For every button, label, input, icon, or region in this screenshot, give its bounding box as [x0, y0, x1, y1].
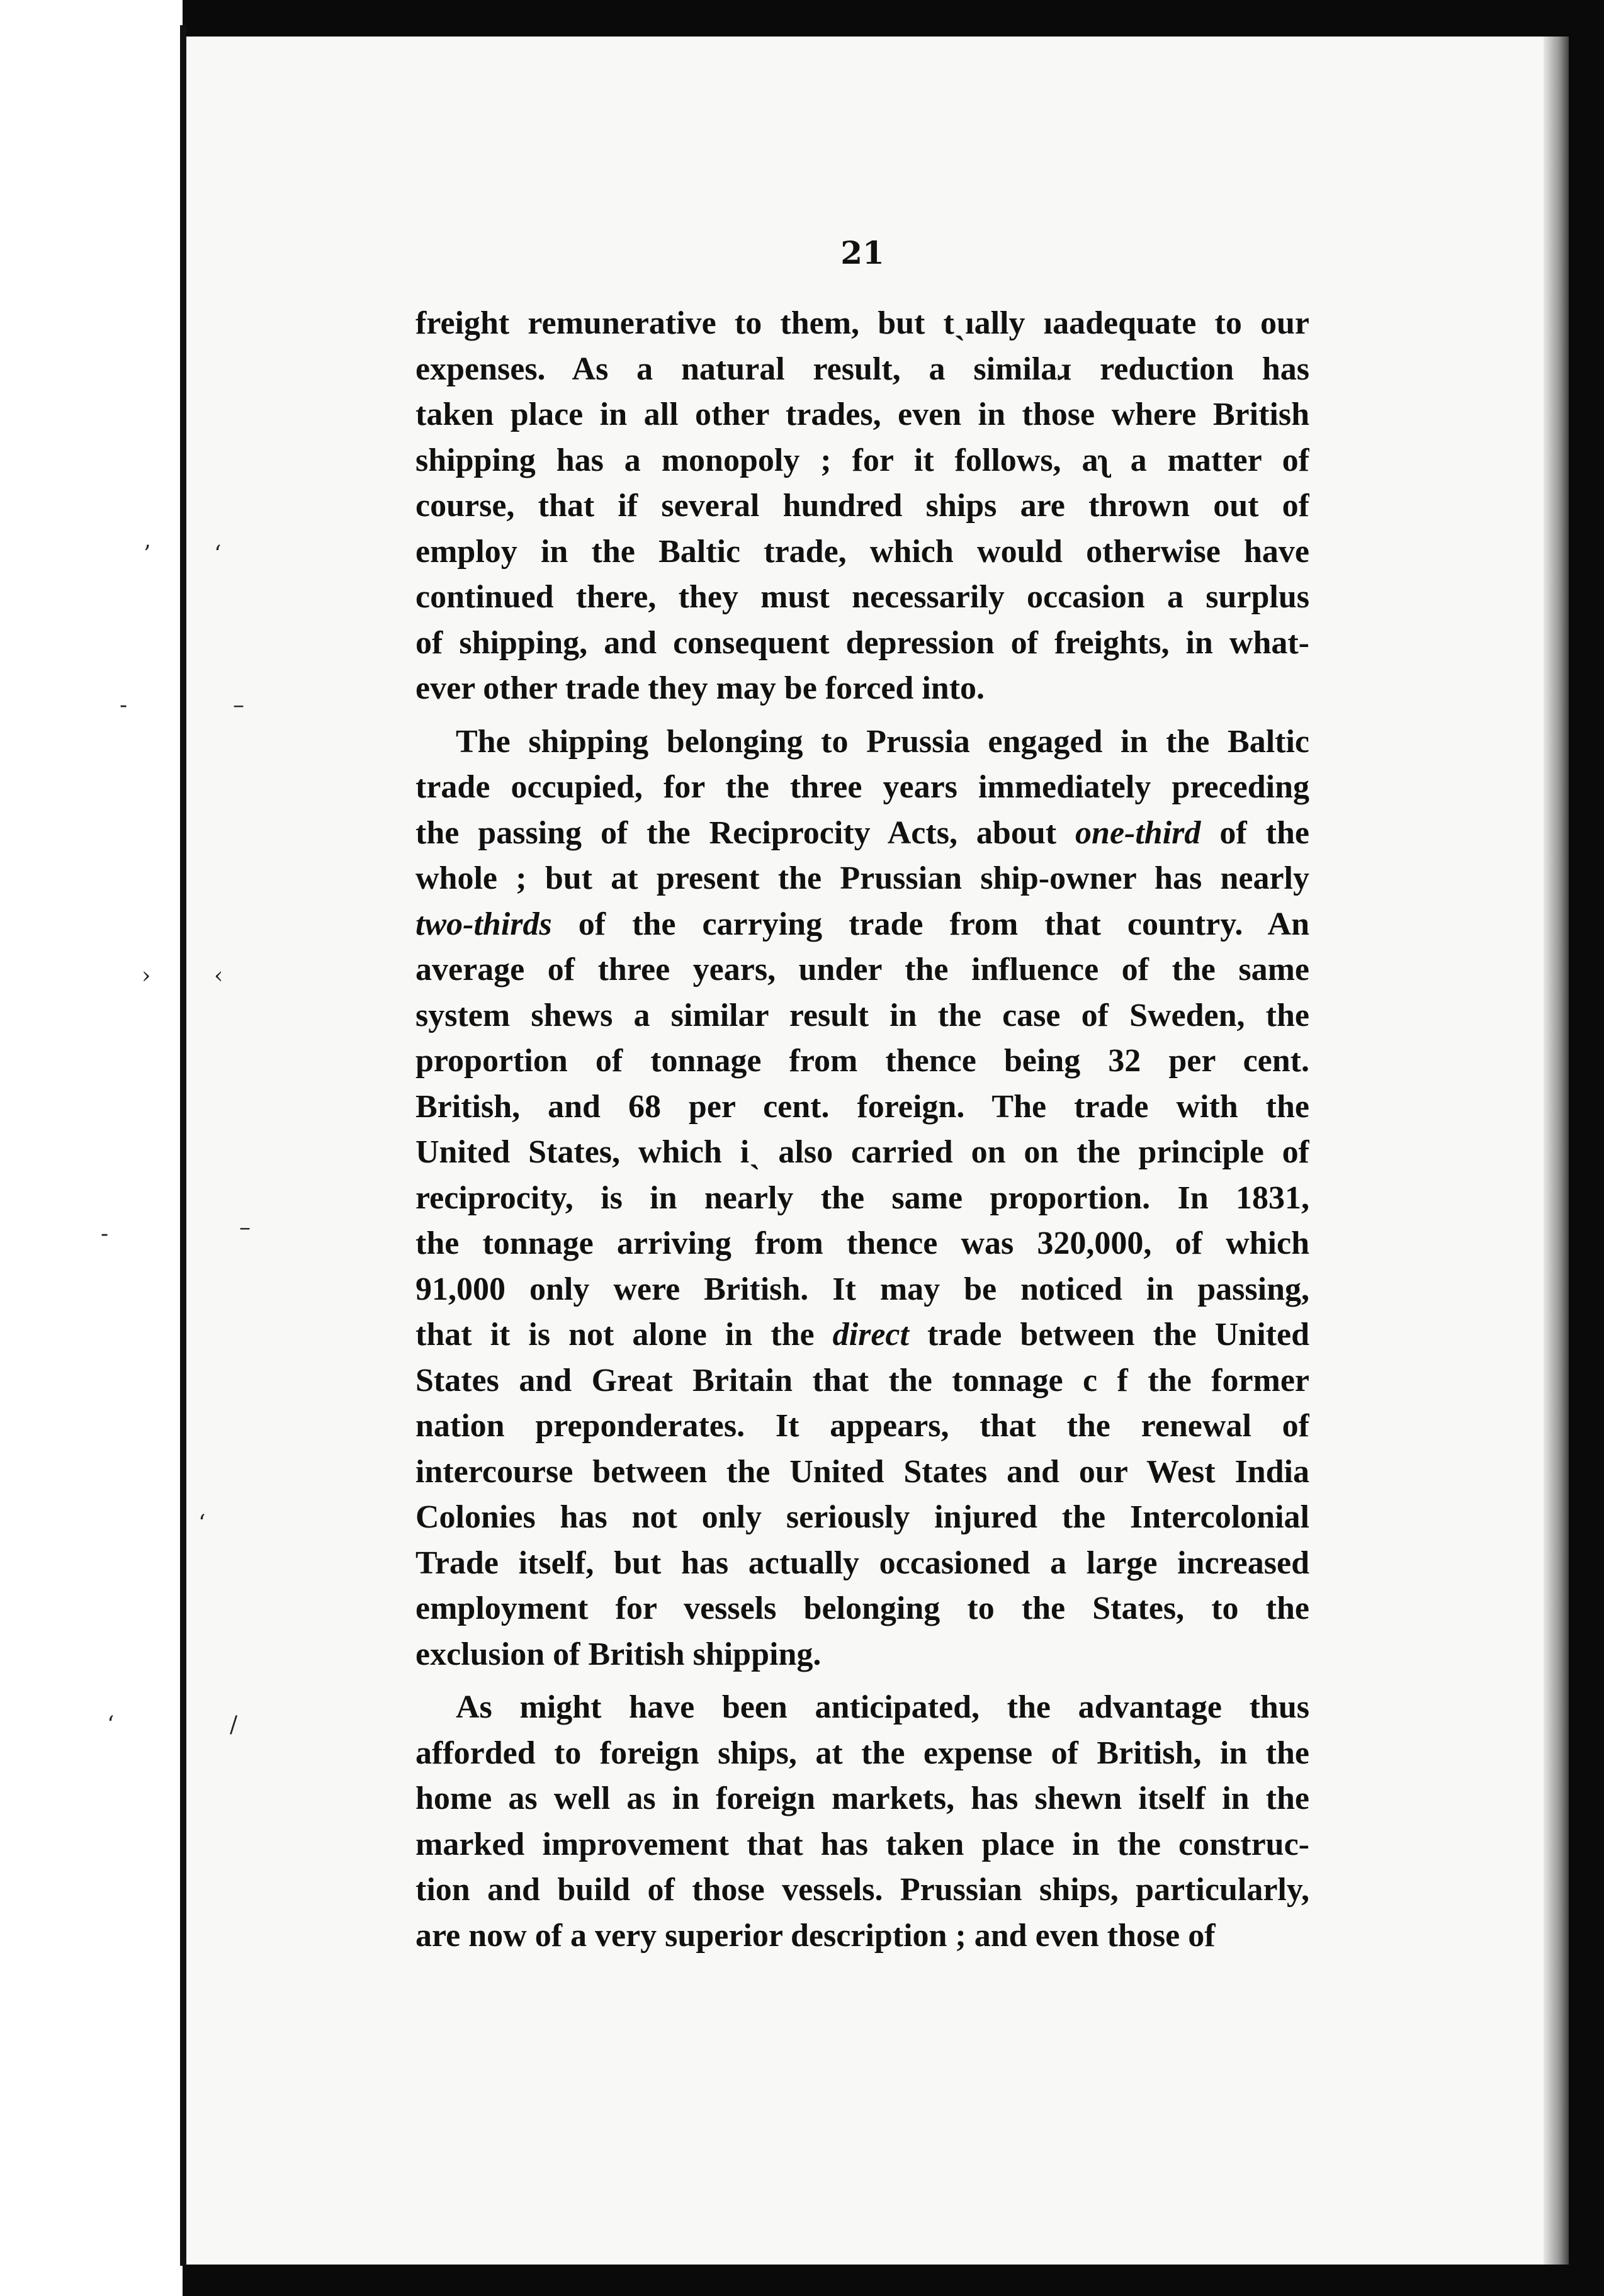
- text-segment: Colonies has not only seriously injured the Intercolonial: [415, 1499, 1309, 1535]
- text-segment: nation preponderates. It appears, that the renewal of: [415, 1408, 1309, 1444]
- text-segment: that it is not alone in the: [415, 1317, 833, 1353]
- page-number: 21: [840, 234, 884, 271]
- text-segment: system shews a similar result in the case of Sweden, the: [415, 997, 1309, 1033]
- text-line: [415, 1084, 1309, 1130]
- text-line: [415, 1312, 1309, 1358]
- margin-mark: -: [120, 692, 128, 718]
- text-line: [415, 1731, 1309, 1777]
- margin-mark: ‘: [107, 1712, 115, 1738]
- text-segment: ever other trade they may be forced into.: [415, 670, 985, 706]
- text-segment: taken place in all other trades, even in those where British: [415, 397, 1309, 432]
- text-line: [415, 1176, 1309, 1222]
- text-line: [415, 902, 1309, 948]
- page-edge-shadow: [1544, 37, 1569, 2265]
- text-line: [415, 1867, 1309, 1913]
- text-segment: trade occupied, for the three years immediately preceding: [415, 769, 1309, 805]
- text-line: [415, 1685, 1309, 1731]
- text-line: [415, 1776, 1309, 1822]
- text-line: [415, 1541, 1309, 1587]
- text-segment: marked improvement that has taken place in the construc-: [415, 1826, 1309, 1862]
- text-line: [415, 529, 1309, 575]
- text-line: [415, 301, 1309, 347]
- text-line: [415, 1822, 1309, 1868]
- text-segment: average of three years, under the influence of the same: [415, 952, 1309, 988]
- margin-mark: –: [239, 1215, 251, 1241]
- italic-text: direct: [832, 1317, 909, 1353]
- italic-text: one-third: [1075, 814, 1201, 851]
- text-segment: proportion of tonnage from thence being 32 per cent.: [415, 1043, 1309, 1079]
- text-segment: of shipping, and consequent depression of freights, in what-: [415, 624, 1309, 661]
- text-line: [415, 392, 1309, 438]
- text-line: [415, 1913, 1309, 1959]
- text-line: [415, 1358, 1309, 1404]
- text-segment: reciprocity, is in nearly the same proportion. In 1831,: [415, 1179, 1309, 1216]
- text-line: [415, 1404, 1309, 1449]
- margin-mark: –: [233, 692, 244, 718]
- paragraph: [415, 1685, 1309, 1959]
- text-line: [415, 1449, 1309, 1495]
- margin-mark: ›: [142, 963, 151, 989]
- text-line: [415, 1586, 1309, 1632]
- margin-mark: -: [101, 1221, 109, 1247]
- text-line: [415, 993, 1309, 1039]
- margin-mark: ‘: [198, 1511, 206, 1536]
- text-segment: are now of a very superior description ; and even those of: [415, 1917, 1216, 1954]
- text-line: [415, 621, 1309, 667]
- text-line: [415, 1632, 1309, 1678]
- paragraph: [415, 301, 1309, 712]
- text-line: [415, 856, 1309, 902]
- text-segment: the tonnage arriving from thence was 320,000, of which: [415, 1225, 1309, 1261]
- text-segment: of the: [1200, 814, 1309, 851]
- text-segment: the passing of the Reciprocity Acts, about: [415, 814, 1076, 851]
- gutter-line: [180, 25, 186, 2266]
- margin-mark: ’: [144, 541, 151, 567]
- text-line: [415, 1495, 1309, 1541]
- text-segment: trade between the United: [908, 1317, 1309, 1353]
- text-segment: continued there, they must necessarily occasion a surplus: [415, 579, 1309, 615]
- text-segment: 91,000 only were British. It may be noticed in passing,: [415, 1271, 1309, 1307]
- margin-mark: ‹: [214, 963, 223, 989]
- text-line: [415, 1221, 1309, 1267]
- text-segment: whole ; but at present the Prussian ship-owner has nearly: [415, 860, 1309, 896]
- text-line: [415, 438, 1309, 484]
- text-segment: intercourse between the United States and our West India: [415, 1453, 1309, 1490]
- text-line: [415, 765, 1309, 811]
- body-text: [415, 301, 1309, 1959]
- text-line: [415, 483, 1309, 529]
- text-segment: of the carrying trade from that country. An: [551, 906, 1309, 942]
- text-segment: shipping has a monopoly ; for it follows, aʅ a matter of: [415, 442, 1309, 478]
- text-segment: course, that if several hundred ships are thrown out of: [415, 488, 1309, 524]
- text-segment: The shipping belonging to Prussia engaged in the Baltic: [456, 723, 1309, 760]
- paragraph: [415, 719, 1309, 1678]
- text-segment: expenses. As a natural result, a similaɹ reduction has: [415, 351, 1309, 387]
- text-line: [415, 719, 1309, 765]
- text-line: [415, 811, 1309, 857]
- text-line: [415, 947, 1309, 993]
- text-segment: employment for vessels belonging to the States, to the: [415, 1590, 1309, 1626]
- text-line: [415, 347, 1309, 393]
- text-segment: As might have been anticipated, the advantage thus: [456, 1689, 1309, 1725]
- text-segment: States and Great Britain that the tonnage c f the former: [415, 1362, 1309, 1398]
- text-segment: employ in the Baltic trade, which would otherwise have: [415, 533, 1309, 570]
- italic-text: two-thirds: [415, 906, 552, 942]
- text-segment: tion and build of those vessels. Prussian ships, particularly,: [415, 1872, 1309, 1908]
- text-line: [415, 575, 1309, 621]
- text-line: [415, 1038, 1309, 1084]
- text-segment: exclusion of British shipping.: [415, 1636, 822, 1672]
- text-line: [415, 666, 1309, 712]
- margin-mark: /: [230, 1712, 238, 1738]
- text-segment: freight remunerative to them, but tˎıally ıaadequate to our: [415, 305, 1309, 341]
- text-segment: home as well as in foreign markets, has shewn itself in the: [415, 1781, 1309, 1816]
- text-line: [415, 1267, 1309, 1313]
- text-segment: United States, which iˎ also carried on on the principle of: [415, 1134, 1309, 1170]
- text-segment: afforded to foreign ships, at the expense of British, in the: [415, 1735, 1309, 1771]
- margin-mark: ‘: [214, 541, 222, 567]
- text-line: [415, 1130, 1309, 1176]
- text-segment: Trade itself, but has actually occasioned a large increased: [415, 1545, 1309, 1581]
- text-segment: British, and 68 per cent. foreign. The trade with the: [415, 1088, 1309, 1125]
- facing-page-margin: [0, 0, 183, 2296]
